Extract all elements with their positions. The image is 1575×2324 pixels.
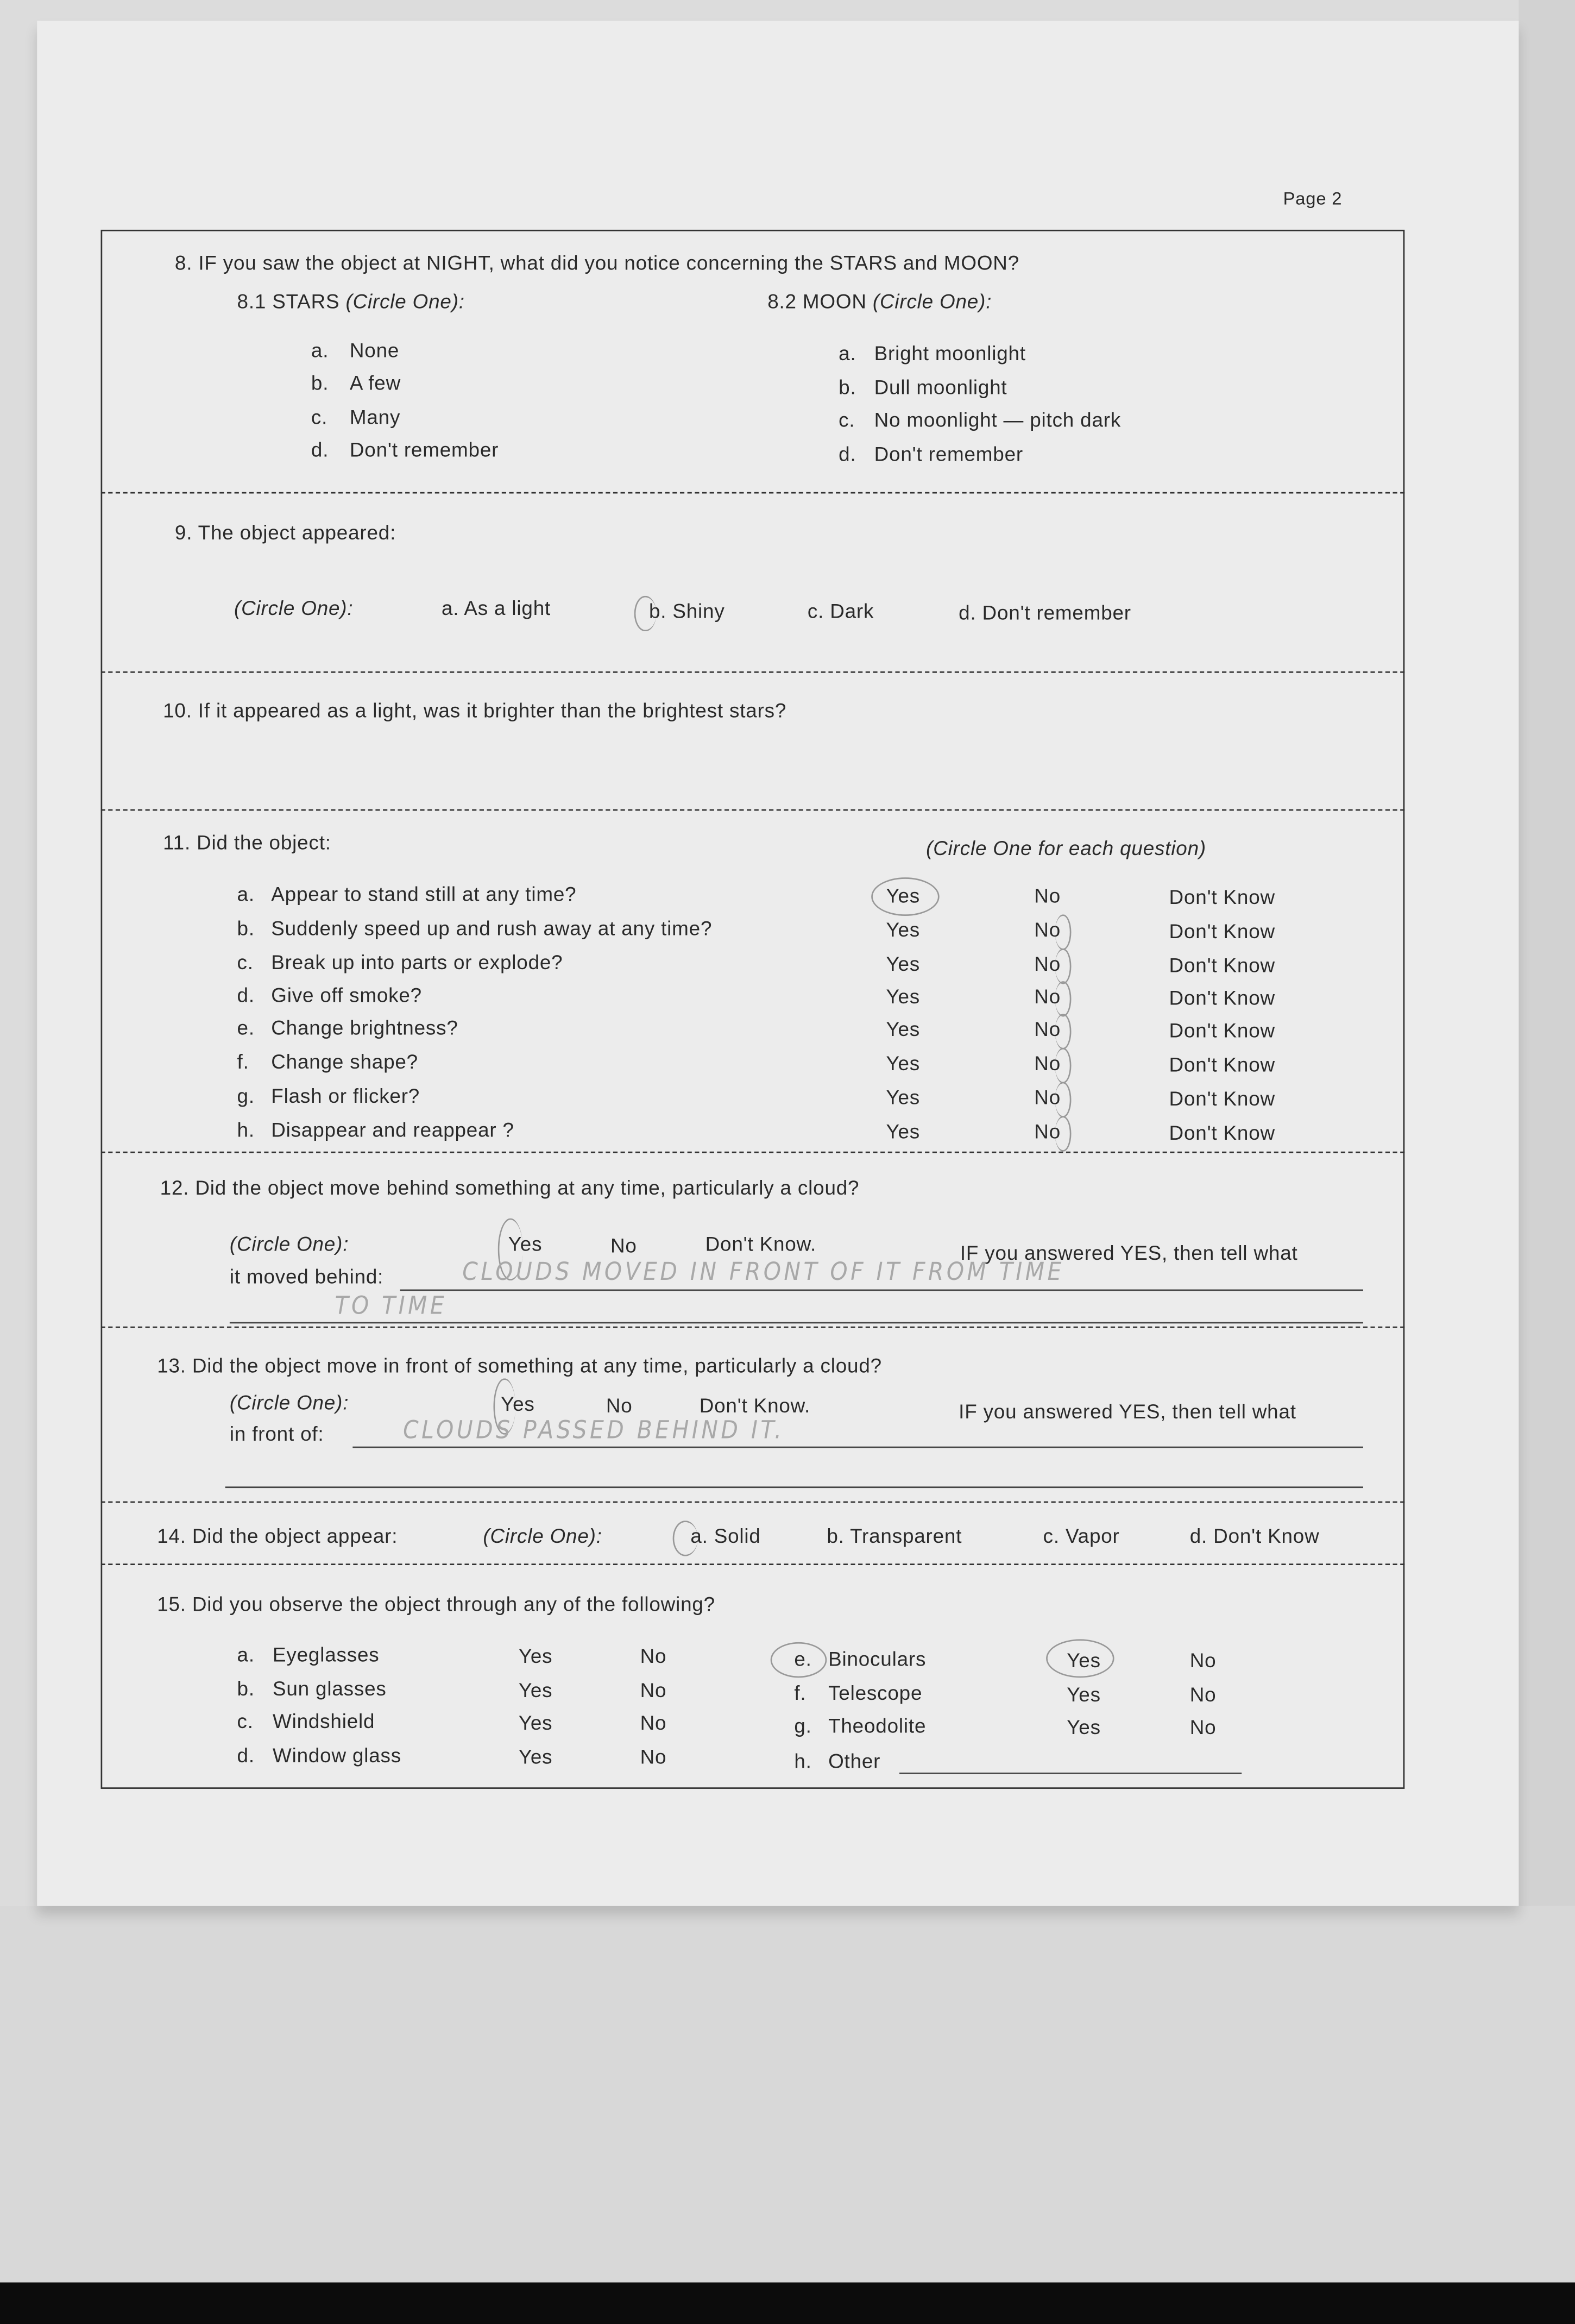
other-input-line[interactable]: [899, 1773, 1242, 1774]
q11-no[interactable]: No: [1034, 884, 1061, 907]
q14-option-a[interactable]: a. Solid: [690, 1525, 761, 1548]
q15-right-item: Theodolite: [828, 1714, 927, 1737]
q11-row-question: Flash or flicker?: [271, 1085, 420, 1107]
q13-question: 13. Did the object move in front of something at any time, particularly a cloud?: [157, 1354, 882, 1377]
divider: [101, 1152, 1405, 1153]
q15-left-no[interactable]: No: [640, 1745, 667, 1768]
answer-circle: [871, 877, 939, 916]
q11-row-question: Suddenly speed up and rush away at any time?: [271, 917, 713, 940]
q15-left-item: Eyeglasses: [272, 1643, 380, 1666]
q15-left-item: Windshield: [272, 1710, 375, 1733]
moon-hint: (Circle One):: [872, 290, 992, 313]
q12-no[interactable]: No: [610, 1234, 637, 1257]
q11-yes[interactable]: Yes: [886, 919, 921, 941]
q15-other-label: Other: [828, 1750, 881, 1773]
q11-dont-know[interactable]: Don't Know: [1169, 1088, 1275, 1110]
stars-option-letter: b.: [311, 372, 329, 394]
q8-question: 8. IF you saw the object at NIGHT, what did you notice concerning the STARS and MOON?: [174, 252, 1020, 274]
answer-line: [400, 1290, 1363, 1291]
answer-line: [225, 1486, 1363, 1488]
q15-left-letter: a.: [237, 1643, 255, 1666]
stars-option-letter: d.: [311, 438, 329, 461]
q11-no[interactable]: No: [1034, 985, 1061, 1008]
q15-left-letter: b.: [237, 1678, 255, 1700]
q11-dont-know[interactable]: Don't Know: [1169, 1053, 1275, 1076]
q9-option-a[interactable]: a. As a light: [442, 597, 551, 620]
moon-option[interactable]: Bright moonlight: [874, 342, 1026, 365]
q11-yes[interactable]: Yes: [886, 884, 921, 907]
q15-right-item: Binoculars: [828, 1648, 927, 1670]
moon-option-letter: a.: [839, 342, 856, 365]
answer-circle: [1055, 981, 1071, 1016]
stars-option-letter: c.: [311, 406, 328, 429]
moon-option-letter: b.: [839, 376, 856, 399]
q15-left-letter: d.: [237, 1744, 255, 1767]
q15-question: 15. Did you observe the object through any of the following?: [157, 1593, 715, 1616]
answer-circle: [634, 596, 657, 631]
q11-no[interactable]: No: [1034, 1120, 1061, 1143]
moon-option[interactable]: Don't remember: [874, 443, 1023, 466]
q11-row-question: Change shape?: [271, 1051, 418, 1073]
stars-option[interactable]: A few: [349, 372, 401, 394]
q15-left-yes[interactable]: Yes: [518, 1712, 553, 1734]
q11-row-letter: e.: [237, 1016, 255, 1039]
q13-dont-know[interactable]: Don't Know.: [699, 1395, 811, 1417]
q11-yes[interactable]: Yes: [886, 953, 921, 976]
divider: [101, 809, 1405, 811]
q15-right-yes[interactable]: Yes: [1067, 1649, 1101, 1672]
q11-yes[interactable]: Yes: [886, 985, 921, 1008]
q15-left-yes[interactable]: Yes: [518, 1645, 553, 1668]
q15-left-item: Sun glasses: [272, 1678, 387, 1700]
q9-hint: (Circle One):: [234, 597, 354, 620]
q15-left-no[interactable]: No: [640, 1679, 667, 1701]
stars-option[interactable]: Many: [349, 406, 401, 429]
moon-option-letter: c.: [839, 409, 855, 431]
q12-prompt: it moved behind:: [229, 1265, 384, 1288]
q14-option-b[interactable]: b. Transparent: [827, 1525, 962, 1548]
q11-no[interactable]: No: [1034, 1018, 1061, 1041]
q11-row-question: Break up into parts or explode?: [271, 951, 563, 974]
q11-no[interactable]: No: [1034, 919, 1061, 941]
answer-circle: [771, 1642, 827, 1678]
q11-yes[interactable]: Yes: [886, 1052, 921, 1075]
divider: [101, 671, 1405, 673]
q13-yes[interactable]: Yes: [501, 1393, 535, 1416]
stars-hint: (Circle One):: [345, 290, 465, 313]
answer-circle: [673, 1521, 698, 1556]
q11-dont-know[interactable]: Don't Know: [1169, 1020, 1275, 1042]
q11-row-letter: g.: [237, 1085, 255, 1107]
stars-option[interactable]: Don't remember: [349, 438, 499, 461]
q11-row-letter: h.: [237, 1119, 255, 1141]
q11-hint: (Circle One for each question): [926, 837, 1207, 860]
q11-row-letter: a.: [237, 883, 255, 906]
q11-question: 11. Did the object:: [163, 831, 331, 854]
q11-row-letter: f.: [237, 1051, 249, 1073]
moon-option[interactable]: Dull moonlight: [874, 376, 1007, 399]
answer-line: [230, 1322, 1363, 1324]
q12-answer-line1[interactable]: CLOUDS MOVED IN FRONT OF IT FROM TIME: [462, 1257, 1064, 1286]
q10-question: 10. If it appeared as a light, was it brighter than the brightest stars?: [163, 699, 787, 722]
answer-circle: [1046, 1639, 1114, 1678]
moon-option-letter: d.: [839, 443, 856, 466]
q15-left-yes[interactable]: Yes: [518, 1679, 553, 1701]
stars-option-letter: a.: [311, 339, 329, 362]
moon-label: 8.2 MOON: [767, 290, 867, 313]
q14-option-c[interactable]: c. Vapor: [1043, 1525, 1120, 1548]
q11-no[interactable]: No: [1034, 1052, 1061, 1075]
q13-answer-line1[interactable]: CLOUDS PASSED BEHIND IT.: [403, 1415, 785, 1445]
q12-hint: (Circle One):: [229, 1233, 349, 1255]
q12-answer-line2[interactable]: TO TIME: [335, 1291, 448, 1321]
q9-option-c[interactable]: c. Dark: [807, 600, 874, 623]
q15-other-letter: h.: [794, 1750, 812, 1773]
divider: [101, 1502, 1405, 1503]
q9-option-b[interactable]: b. Shiny: [648, 600, 725, 623]
q13-no[interactable]: No: [606, 1395, 633, 1417]
q11-yes[interactable]: Yes: [886, 1086, 921, 1109]
q15-right-yes[interactable]: Yes: [1067, 1716, 1101, 1739]
q15-right-no[interactable]: No: [1189, 1684, 1217, 1706]
q11-dont-know[interactable]: Don't Know: [1169, 886, 1275, 909]
q14-question: 14. Did the object appear:: [157, 1525, 398, 1548]
answer-circle: [1055, 1048, 1071, 1083]
q11-row-letter: c.: [237, 951, 254, 974]
q11-row-question: Appear to stand still at any time?: [271, 883, 577, 906]
stars-label: 8.1 STARS: [237, 290, 340, 313]
answer-circle: [1055, 1014, 1071, 1049]
q8-moon-heading: [767, 291, 992, 313]
q14-hint: (Circle One):: [483, 1525, 602, 1548]
stars-option[interactable]: None: [349, 339, 400, 362]
q15-right-letter: f.: [794, 1682, 807, 1705]
answer-circle: [1055, 1116, 1071, 1151]
q14-option-d[interactable]: d. Don't Know: [1189, 1525, 1320, 1548]
q11-dont-know[interactable]: Don't Know: [1169, 954, 1275, 977]
q15-right-yes[interactable]: Yes: [1067, 1684, 1101, 1706]
q11-row-question: Change brightness?: [271, 1016, 458, 1039]
q11-row-question: Give off smoke?: [271, 984, 422, 1007]
q15-right-letter: e.: [794, 1648, 812, 1670]
q11-yes[interactable]: Yes: [886, 1018, 921, 1041]
q11-yes[interactable]: Yes: [886, 1120, 921, 1143]
q11-dont-know[interactable]: Don't Know: [1169, 987, 1275, 1009]
q11-row-question: Disappear and reappear ?: [271, 1119, 514, 1141]
q9-question: 9. The object appeared:: [174, 522, 396, 544]
divider: [101, 1327, 1405, 1328]
q12-follow-up: IF you answered YES, then tell what: [960, 1242, 1298, 1265]
q15-left-item: Window glass: [272, 1744, 402, 1767]
q15-left-no[interactable]: No: [640, 1645, 667, 1668]
answer-circle: [1055, 914, 1071, 950]
q13-hint: (Circle One):: [229, 1391, 349, 1414]
q11-no[interactable]: No: [1034, 1086, 1061, 1109]
q15-left-yes[interactable]: Yes: [518, 1745, 553, 1768]
q12-dont-know[interactable]: Don't Know.: [705, 1233, 817, 1255]
q11-row-letter: d.: [237, 984, 255, 1007]
q11-dont-know[interactable]: Don't Know: [1169, 1122, 1275, 1145]
q15-right-no[interactable]: No: [1189, 1649, 1217, 1672]
q11-row-letter: b.: [237, 917, 255, 940]
q15-right-item: Telescope: [828, 1682, 923, 1705]
q9-option-d[interactable]: d. Don't remember: [959, 601, 1131, 624]
q13-follow-up: IF you answered YES, then tell what: [959, 1400, 1296, 1423]
q15-left-letter: c.: [237, 1710, 254, 1733]
moon-option[interactable]: No moonlight — pitch dark: [874, 409, 1122, 431]
q8-stars-heading: [237, 291, 465, 313]
answer-line: [352, 1447, 1363, 1448]
answer-circle: [1055, 1082, 1071, 1117]
scan-lower-area: [0, 1906, 1575, 2282]
q15-right-no[interactable]: No: [1189, 1716, 1217, 1739]
q11-no[interactable]: No: [1034, 953, 1061, 976]
divider: [101, 1563, 1405, 1565]
divider: [101, 492, 1405, 494]
q15-left-no[interactable]: No: [640, 1712, 667, 1734]
q12-yes[interactable]: Yes: [508, 1233, 543, 1255]
answer-circle: [1055, 949, 1071, 984]
q11-dont-know[interactable]: Don't Know: [1169, 920, 1275, 943]
q12-question: 12. Did the object move behind something at any time, particularly a cloud?: [160, 1177, 860, 1199]
q15-right-letter: g.: [794, 1714, 812, 1737]
page-number: Page 2: [1283, 188, 1343, 209]
q13-prompt: in front of:: [229, 1423, 324, 1445]
